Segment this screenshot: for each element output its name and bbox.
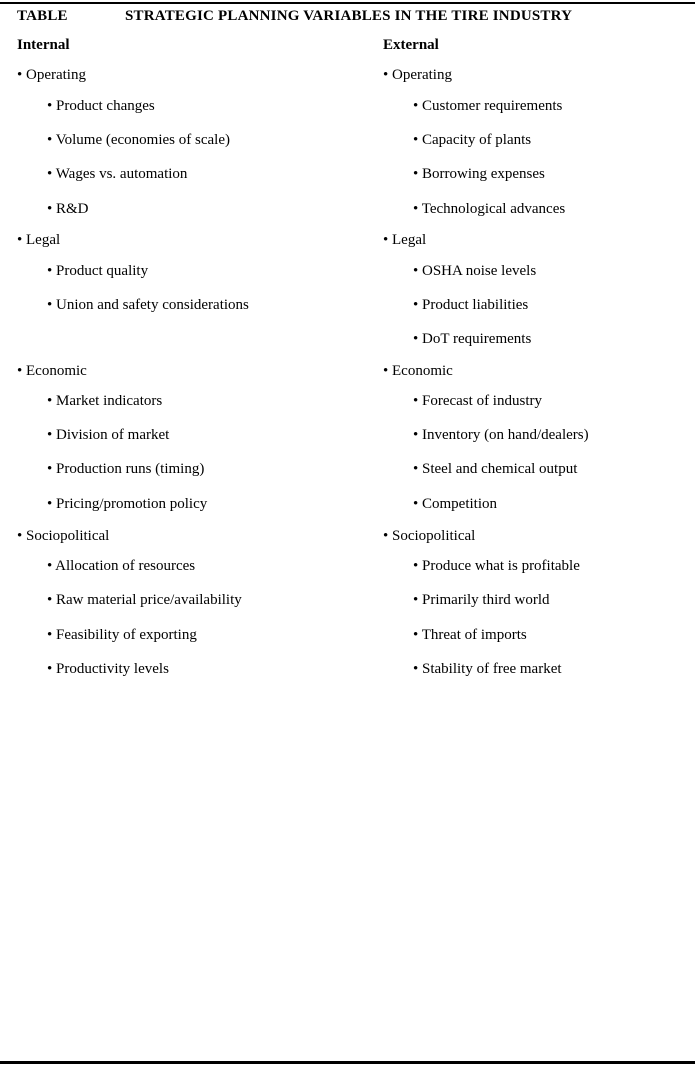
external-category-operating: • Operating: [383, 67, 452, 83]
external-category-legal: • Legal: [383, 232, 427, 248]
internal-item: • Market indicators: [47, 393, 163, 409]
external-item: • Technological advances: [413, 201, 566, 217]
internal-item: • Pricing/promotion policy: [47, 496, 208, 512]
internal-item: • Product quality: [47, 263, 149, 279]
table-heading: STRATEGIC PLANNING VARIABLES IN THE TIRE INDUSTRY: [125, 8, 573, 24]
table-title: [17, 8, 572, 25]
internal-item: • Productivity levels: [47, 661, 169, 677]
external-item: • Forecast of industry: [413, 393, 542, 409]
external-item: • Primarily third world: [413, 592, 550, 608]
bottom-rule: [0, 1061, 695, 1064]
external-column-header: External: [383, 37, 439, 53]
external-item: • Produce what is profitable: [413, 558, 580, 574]
external-category-sociopolitical: • Sociopolitical: [383, 528, 476, 544]
top-rule: [0, 2, 695, 4]
internal-column-header: Internal: [17, 37, 70, 53]
external-item: • Borrowing expenses: [413, 166, 545, 182]
external-item: • Stability of free market: [413, 661, 562, 677]
internal-item: • R&D: [47, 201, 89, 217]
internal-item: • Allocation of resources: [47, 558, 196, 574]
internal-item: • Raw material price/availability: [47, 592, 242, 608]
internal-item: • Division of market: [47, 427, 170, 443]
external-category-economic: • Economic: [383, 363, 453, 379]
internal-item: • Wages vs. automation: [47, 166, 188, 182]
external-item: • Threat of imports: [413, 627, 527, 643]
external-item: • Competition: [413, 496, 498, 512]
external-item: • Product liabilities: [413, 297, 529, 313]
internal-item: • Volume (economies of scale): [47, 132, 230, 148]
external-item: • OSHA noise levels: [413, 263, 537, 279]
external-item: • Steel and chemical output: [413, 461, 578, 477]
internal-item: • Union and safety considerations: [47, 297, 249, 313]
internal-category-sociopolitical: • Sociopolitical: [17, 528, 110, 544]
external-item: • Customer requirements: [413, 98, 563, 114]
table-label: TABLE: [17, 8, 68, 24]
external-item: • Capacity of plants: [413, 132, 532, 148]
internal-category-legal: • Legal: [17, 232, 61, 248]
internal-item: • Production runs (timing): [47, 461, 205, 477]
internal-item: • Feasibility of exporting: [47, 627, 197, 643]
internal-category-economic: • Economic: [17, 363, 87, 379]
internal-item: • Product changes: [47, 98, 155, 114]
external-item: • DoT requirements: [413, 331, 532, 347]
external-item: • Inventory (on hand/dealers): [413, 427, 589, 443]
internal-category-operating: • Operating: [17, 67, 86, 83]
